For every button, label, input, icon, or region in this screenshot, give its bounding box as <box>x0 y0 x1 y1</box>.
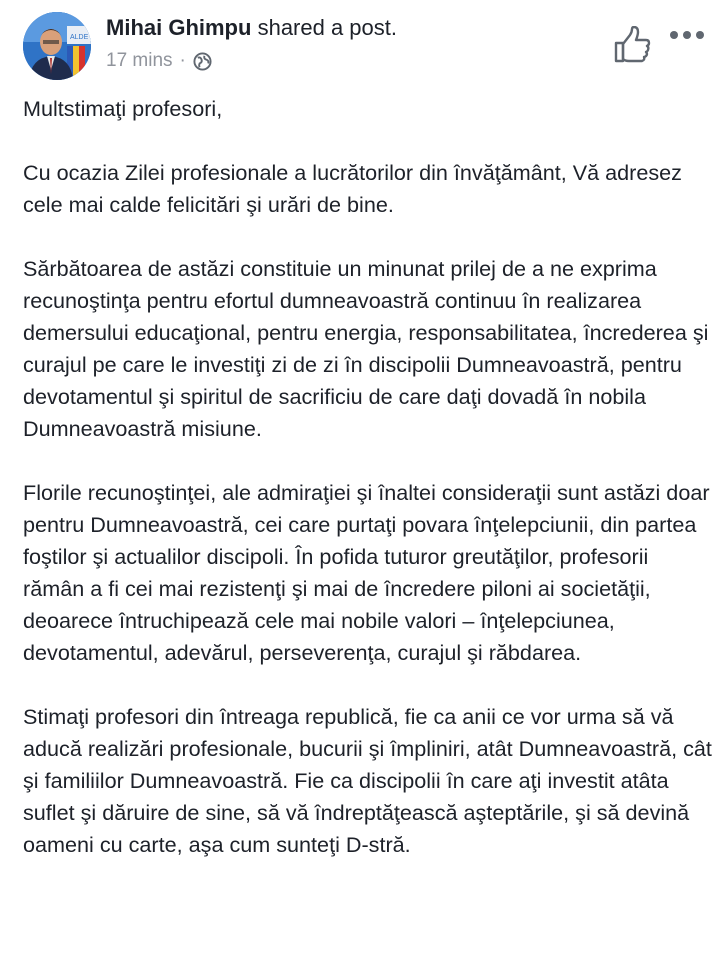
globe-icon[interactable] <box>193 52 212 71</box>
post-paragraph-celebration: Sărbătoarea de astăzi constituie un minunat prilej de a ne exprima recunoştinţa pentru efortul dumneavoastră continuu în realizarea demersului educaţional, pentru energia, responsabilitatea, încrederea şi curajul pe care le investiţi zi de zi în discipolii Dumneavoastră, pentru devotamentul şi spiritul de sacrificiu de care daţi dovadă în nobila Dumneavoastră misiune. <box>23 256 709 441</box>
post-header <box>0 0 723 90</box>
more-options-icon[interactable] <box>668 28 706 42</box>
author-name-link[interactable]: Mihai Ghimpu <box>106 15 252 40</box>
avatar-image <box>23 12 91 80</box>
post-paragraph-wishes: Stimaţi profesori din întreaga republică, fie ca anii ce vor urma să vă aducă realizări profesionale, bucurii şi împliniri, atât Dumneavoastră, cât şi familiilor Dumneavoastră. Fie ca discipolii în care aţi investit atâta suflet şi dăruire de sine, să vă îndreptăţească aşteptările, şi să devină oameni cu carte, aşa cum sunteţi D-stră. <box>23 704 712 857</box>
avatar-badge-text: ALDE <box>70 34 89 41</box>
shared-post-text: shared a post. <box>257 15 398 40</box>
post-paragraph-gratitude: Florile recunoştinţei, ale admiraţiei şi înaltei consideraţii sunt astăzi doar pentru Dumneavoastră, cei care purtaţi povara înţelepciunii, din partea foştilor şi actualilor discipoli. În pofida tuturor greutăţilor, profesorii rămân a fi cei mai rezistenţi şi mai de încredere piloni ai societăţii, deoarece întruchipează cele mai nobile valori – înţelepciunea, devotamentul, adevărul, perseverenţa, curajul şi răbdarea. <box>23 480 710 665</box>
post-meta <box>106 49 212 73</box>
meta-separator: · <box>179 50 186 71</box>
like-icon[interactable] <box>612 26 652 64</box>
post-text <box>23 93 715 893</box>
timestamp[interactable]: 17 mins <box>106 50 173 71</box>
post-paragraph-congratulations: Cu ocazia Zilei profesionale a lucrătorilor din învăţământ, Vă adresez cele mai calde felicitări şi urări de bine. <box>23 160 682 217</box>
author-line <box>106 14 397 42</box>
post-paragraph-greeting: Multstimaţi profesori, <box>23 96 223 121</box>
avatar[interactable] <box>23 12 91 80</box>
